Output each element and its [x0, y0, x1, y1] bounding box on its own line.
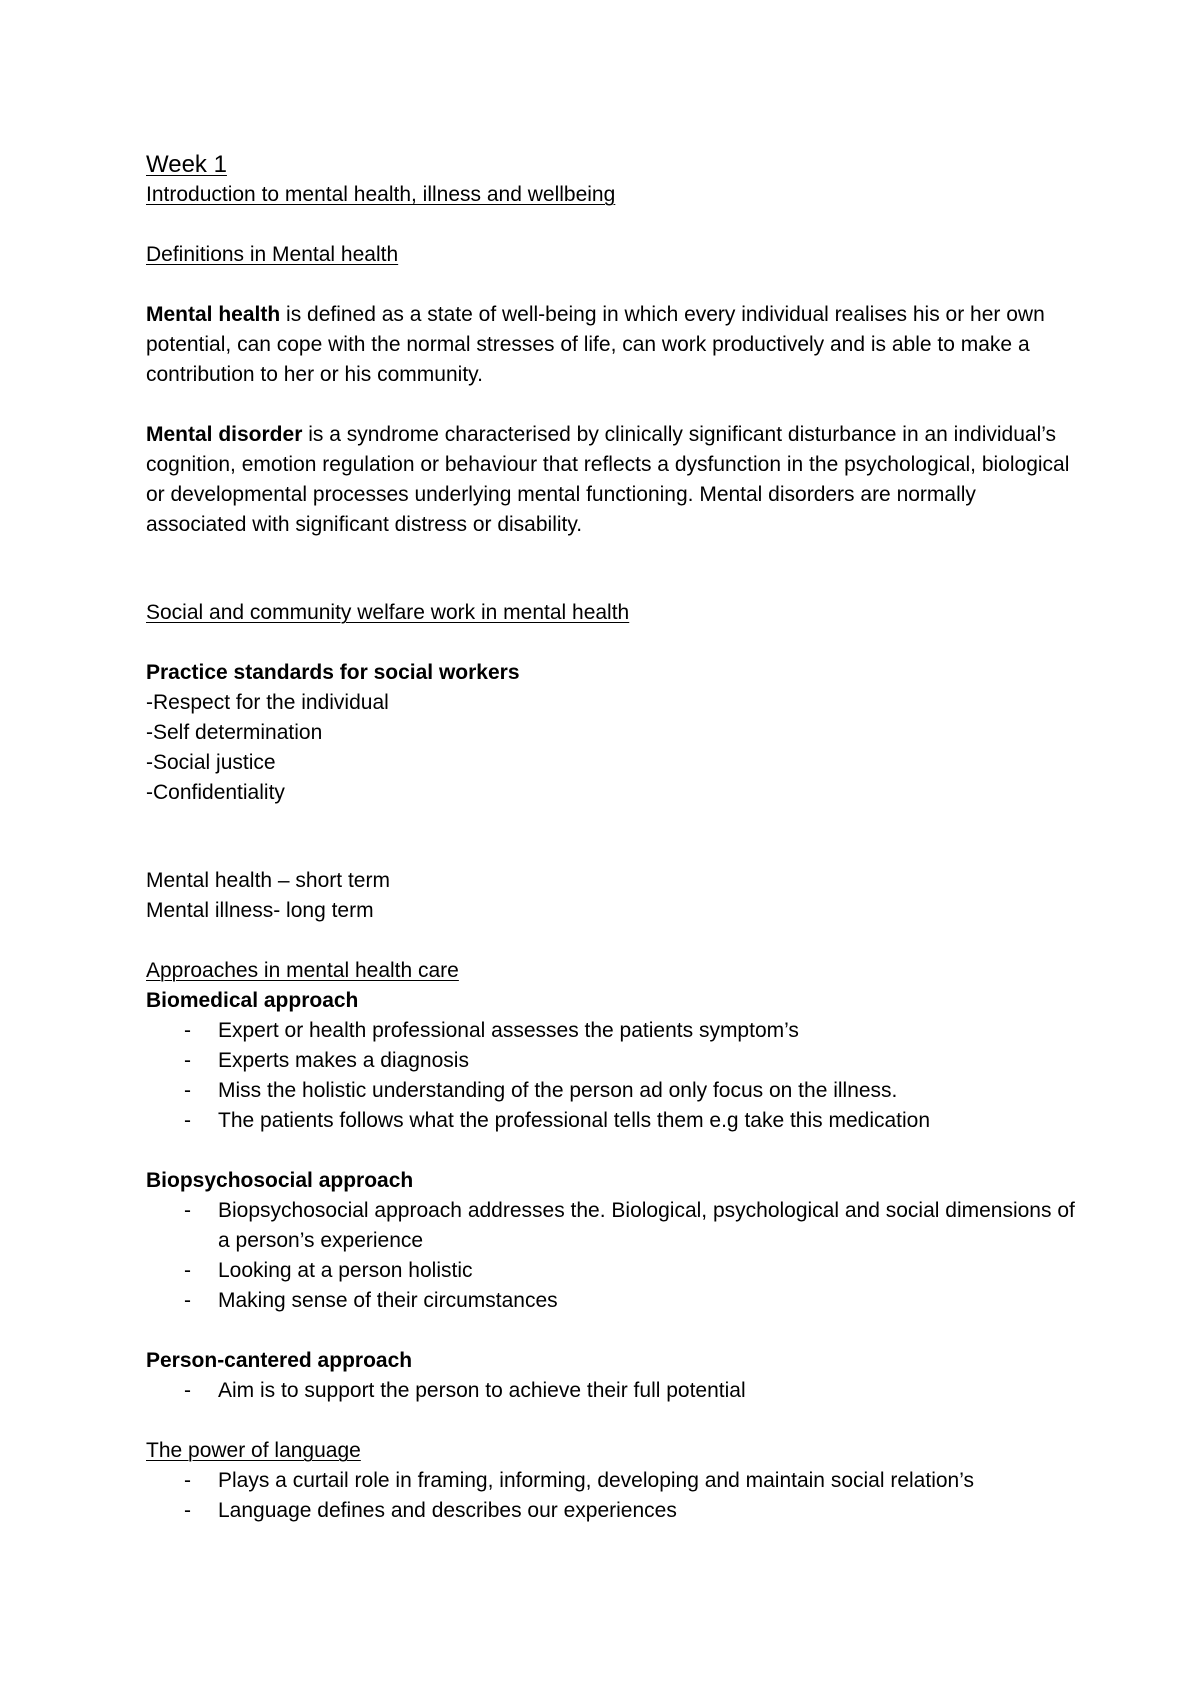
spacer [146, 1136, 1076, 1166]
list-item-text: Making sense of their circumstances [218, 1289, 558, 1312]
week-title: Week 1 [146, 151, 227, 178]
standard-item: -Respect for the individual [146, 691, 389, 714]
spacer [146, 540, 1076, 598]
biopsychosocial-heading: Biopsychosocial approach [146, 1169, 414, 1192]
standard-item: -Self determination [146, 721, 323, 744]
list-item [184, 1046, 1076, 1076]
dash-bullet: - [184, 1379, 191, 1402]
language-heading: The power of language [146, 1439, 361, 1462]
list-item-text: Language defines and describes our experiences [218, 1499, 677, 1522]
spacer [146, 390, 1076, 420]
list-item-text: Plays a curtail role in framing, informing, developing and maintain social relation’s [218, 1469, 974, 1492]
spacer [146, 926, 1076, 956]
list-item [184, 1286, 1076, 1316]
spacer [146, 1406, 1076, 1436]
list-item [184, 1106, 1076, 1136]
dash-bullet: - [184, 1079, 191, 1102]
list-item-text: Miss the holistic understanding of the person ad only focus on the illness. [218, 1079, 898, 1102]
spacer [146, 270, 1076, 300]
subtitle: Introduction to mental health, illness and wellbeing [146, 183, 616, 206]
dash-bullet: - [184, 1499, 191, 1522]
spacer [146, 210, 1076, 240]
standard-item: -Confidentiality [146, 781, 285, 804]
dash-bullet: - [184, 1109, 191, 1132]
list-item [184, 1496, 1076, 1526]
mental-health-definition [146, 300, 1076, 390]
term-line: Mental health – short term [146, 869, 390, 892]
dash-bullet: - [184, 1049, 191, 1072]
dash-bullet: - [184, 1259, 191, 1282]
spacer [146, 628, 1076, 658]
approaches-heading: Approaches in mental health care [146, 959, 459, 982]
list-item-text: Aim is to support the person to achieve their full potential [218, 1379, 746, 1402]
social-work-heading: Social and community welfare work in mental health [146, 601, 630, 624]
list-item-text: Expert or health professional assesses the patients symptom’s [218, 1019, 799, 1042]
list-item [184, 1466, 1076, 1496]
language-list [146, 1466, 1076, 1526]
list-item-text: Biopsychosocial approach addresses the. Biological, psychological and social dimensions of a person’s experience [218, 1199, 1075, 1252]
standard-item: -Social justice [146, 751, 276, 774]
dash-bullet: - [184, 1019, 191, 1042]
spacer [146, 808, 1076, 866]
list-item-text: Experts makes a diagnosis [218, 1049, 469, 1072]
dash-bullet: - [184, 1199, 191, 1222]
mental-health-text: is defined as a state of well-being in which every individual realises his or her own potential, can cope with the normal stresses of life, can work productively and is able to make a contribution to her or his community. [146, 303, 1045, 386]
term-line: Mental illness- long term [146, 899, 374, 922]
mental-disorder-text: is a syndrome characterised by clinically significant disturbance in an individual’s cognition, emotion regulation or behaviour that reflects a dysfunction in the psychological, biological or developmental processes underlying mental functioning. Mental disorders are normally associated with significant distress or disability. [146, 423, 1070, 536]
list-item [184, 1196, 1076, 1256]
mental-disorder-definition [146, 420, 1076, 540]
dash-bullet: - [184, 1289, 191, 1312]
list-item [184, 1376, 1076, 1406]
list-item [184, 1016, 1076, 1046]
dash-bullet: - [184, 1469, 191, 1492]
mental-health-term: Mental health [146, 303, 281, 326]
document-page [146, 150, 1076, 1526]
biomedical-heading: Biomedical approach [146, 989, 359, 1012]
spacer [146, 1316, 1076, 1346]
person-centred-list [146, 1376, 1076, 1406]
person-centred-heading: Person-cantered approach [146, 1349, 413, 1372]
list-item-text: Looking at a person holistic [218, 1259, 473, 1282]
definitions-heading: Definitions in Mental health [146, 243, 399, 266]
list-item [184, 1256, 1076, 1286]
biopsychosocial-list [146, 1196, 1076, 1316]
biomedical-list [146, 1016, 1076, 1136]
standards-heading: Practice standards for social workers [146, 661, 520, 684]
list-item [184, 1076, 1076, 1106]
mental-disorder-term: Mental disorder [146, 423, 303, 446]
list-item-text: The patients follows what the professional tells them e.g take this medication [218, 1109, 931, 1132]
